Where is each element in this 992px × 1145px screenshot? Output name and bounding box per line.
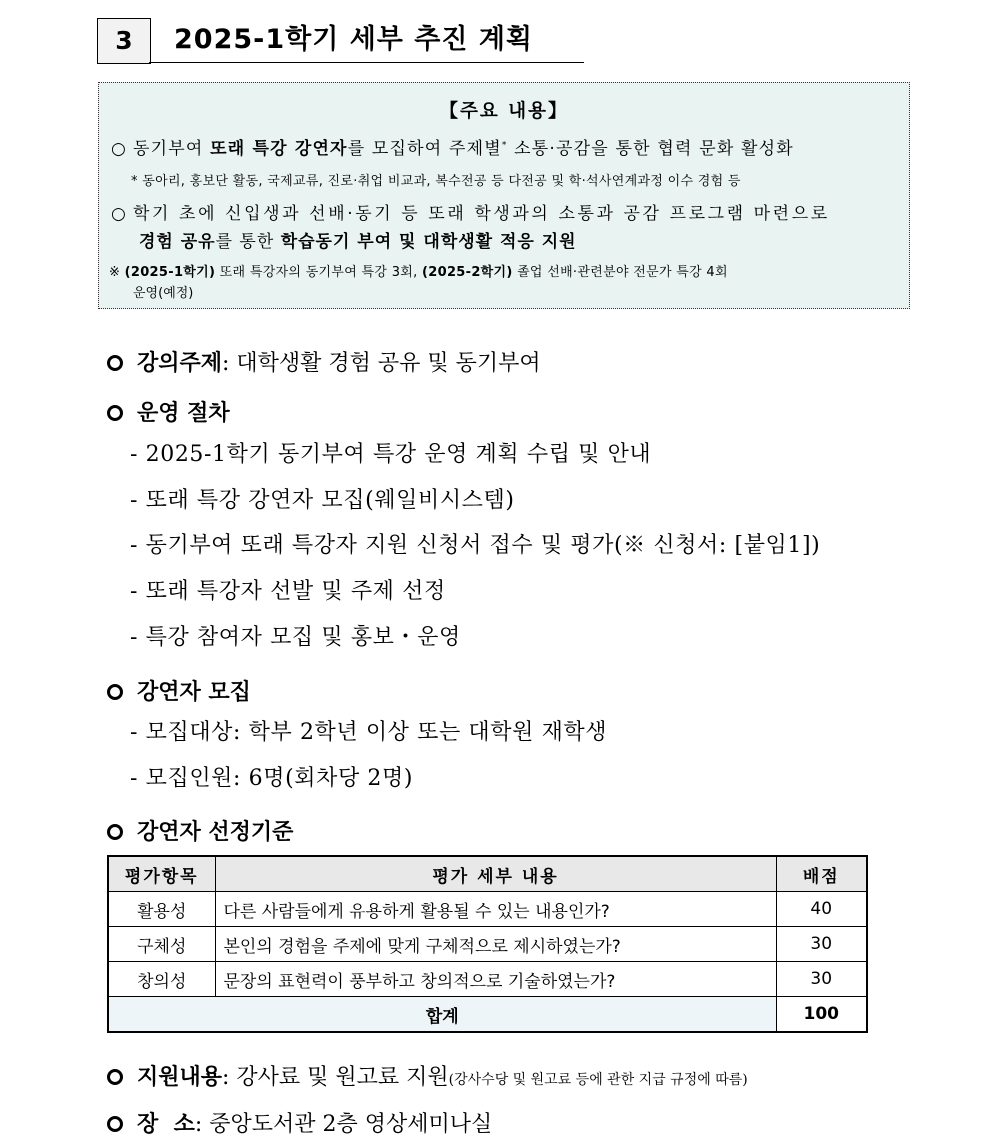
- table-header-cell: 배점: [776, 856, 867, 892]
- bullet-ring-icon: [107, 405, 123, 421]
- procedure-item: - 2025-1학기 동기부여 특강 운영 계획 수립 및 안내: [130, 442, 652, 467]
- summary-line-3: 경험 공유를 통한 학습동기 부여 및 대학생활 적응 지원: [139, 232, 577, 252]
- bullet-ring-icon: [107, 824, 123, 840]
- section-title: 2025-1학기 세부 추진 계획: [174, 24, 533, 55]
- bullet-circle-icon: ○: [111, 204, 129, 224]
- criteria-score: 30: [776, 927, 867, 962]
- criteria-table: [107, 855, 868, 1033]
- table-total-row: [108, 997, 867, 1033]
- table-row: [108, 892, 867, 927]
- total-label: 합계: [108, 997, 776, 1033]
- recruit-item: - 모집대상: 학부 2학년 이상 또는 대학원 재학생: [130, 720, 608, 745]
- criteria-score: 30: [776, 962, 867, 997]
- support-info: 지원내용: 강사료 및 원고료 지원(강사수당 및 원고료 등에 관한 지급 규정에 따름): [107, 1060, 748, 1091]
- bullet-ring-icon: [107, 355, 123, 371]
- summary-line-2: ○ 학기 초에 신입생과 선배·동기 등 또래 학생과의 소통과 공감 프로그램 마련으로: [111, 204, 830, 224]
- table-header-cell: 평가 세부 내용: [215, 856, 776, 892]
- section-header: [97, 18, 584, 64]
- criteria-detail: 다른 사람들에게 유용하게 활용될 수 있는 내용인가?: [215, 892, 776, 927]
- table-row: [108, 927, 867, 962]
- summary-footnote: * 동아리, 홍보단 활동, 국제교류, 진로·취업 비교과, 복수전공 등 다전공 및 학·석사연계과정 이수 경험 등: [131, 174, 741, 189]
- summary-line-1: ○ 동기부여 또래 특강 강연자를 모집하여 주제별* 소통·공감을 통한 협력 문화 활성화: [111, 139, 794, 159]
- place-info: 장 소: 중앙도서관 2층 영상세미나실: [107, 1107, 492, 1138]
- bullet-ring-icon: [107, 684, 123, 700]
- procedure-item: - 동기부여 또래 특강자 지원 신청서 접수 및 평가(※ 신청서: [붙임1]): [130, 533, 821, 558]
- criteria-detail: 본인의 경험을 주제에 맞게 구체적으로 제시하였는가?: [215, 927, 776, 962]
- table-header-row: [108, 856, 867, 892]
- table-header-cell: 평가항목: [108, 856, 215, 892]
- criteria-item: 구체성: [108, 927, 215, 962]
- criteria-score: 40: [776, 892, 867, 927]
- header-underline: [149, 62, 584, 63]
- criteria-detail: 문장의 표현력이 풍부하고 창의적으로 기술하였는가?: [215, 962, 776, 997]
- procedure-item: - 특강 참여자 모집 및 홍보・운영: [130, 625, 461, 650]
- summary-box: [98, 82, 910, 309]
- summary-remark-cont: 운영(예정): [133, 286, 194, 301]
- summary-remark: ※ (2025-1학기) 또래 특강자의 동기부여 특강 3회, (2025-2학기) 졸업 선배·관련분야 전문가 특강 4회: [109, 265, 728, 280]
- criteria-item: 활용성: [108, 892, 215, 927]
- procedure-item: - 또래 특강 강연자 모집(웨일비시스템): [130, 488, 515, 513]
- procedure-heading: 운영 절차: [107, 396, 230, 427]
- lecture-theme: 강의주제: 대학생활 경험 공유 및 동기부여: [107, 346, 541, 377]
- criteria-item: 창의성: [108, 962, 215, 997]
- recruit-heading: 강연자 모집: [107, 675, 251, 706]
- bullet-ring-icon: [107, 1069, 123, 1085]
- summary-title: 【주요 내용】: [439, 101, 569, 122]
- criteria-heading: 강연자 선정기준: [107, 815, 293, 846]
- section-number: 3: [97, 18, 151, 64]
- procedure-item: - 또래 특강자 선발 및 주제 선정: [130, 579, 446, 604]
- bullet-ring-icon: [107, 1116, 123, 1132]
- total-score: 100: [776, 997, 867, 1033]
- bullet-circle-icon: ○: [111, 139, 128, 159]
- table-row: [108, 962, 867, 997]
- recruit-item: - 모집인원: 6명(회차당 2명): [130, 766, 414, 791]
